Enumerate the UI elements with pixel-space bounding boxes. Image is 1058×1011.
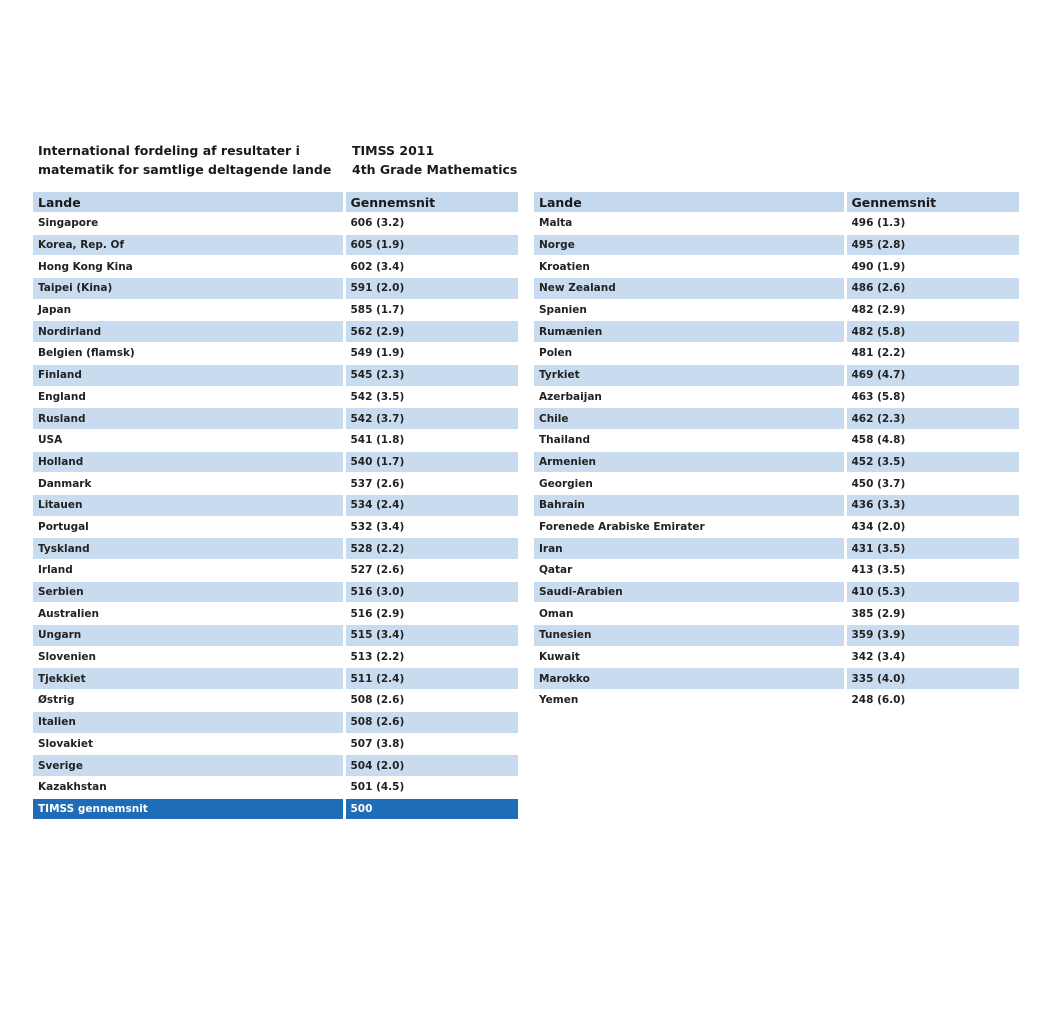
mean-score-cell: 410 (5.3)	[845, 581, 1019, 603]
right-table-body	[534, 213, 1019, 712]
table-header-row	[534, 192, 1019, 213]
mean-score-cell: 606 (3.2)	[344, 213, 518, 235]
right-results-table	[534, 192, 1019, 712]
table-row	[33, 408, 518, 430]
document-title	[38, 141, 338, 179]
mean-score-cell: 431 (3.5)	[845, 538, 1019, 560]
mean-score-cell: 450 (3.7)	[845, 473, 1019, 495]
table-row	[534, 234, 1019, 256]
mean-score-cell: 495 (2.8)	[845, 234, 1019, 256]
left-results-table	[33, 192, 518, 820]
table-row	[33, 625, 518, 647]
mean-score-cell: 469 (4.7)	[845, 364, 1019, 386]
table-row	[534, 690, 1019, 712]
mean-score-cell: 458 (4.8)	[845, 429, 1019, 451]
table-row	[33, 234, 518, 256]
table-row	[33, 581, 518, 603]
country-cell: New Zealand	[534, 278, 845, 300]
country-cell: Tyskland	[33, 538, 344, 560]
table-header-row	[33, 192, 518, 213]
table-row	[33, 473, 518, 495]
country-cell: Kroatien	[534, 256, 845, 278]
country-cell: Litauen	[33, 494, 344, 516]
table-row	[534, 278, 1019, 300]
country-cell: Tyrkiet	[534, 364, 845, 386]
country-cell: Tunesien	[534, 625, 845, 647]
country-cell: Forenede Arabiske Emirater	[534, 516, 845, 538]
table-row	[534, 321, 1019, 343]
table-row	[33, 538, 518, 560]
mean-score-cell: 248 (6.0)	[845, 690, 1019, 712]
mean-score-cell: 508 (2.6)	[344, 690, 518, 712]
mean-score-cell: 436 (3.3)	[845, 494, 1019, 516]
country-cell: Hong Kong Kina	[33, 256, 344, 278]
mean-score-cell: 496 (1.3)	[845, 213, 1019, 235]
column-header-mean: Gennemsnit	[344, 192, 518, 213]
table-row	[534, 213, 1019, 235]
table-row	[33, 343, 518, 365]
country-cell: Thailand	[534, 429, 845, 451]
mean-score-cell: 511 (2.4)	[344, 668, 518, 690]
table-row	[33, 668, 518, 690]
country-cell: Iran	[534, 538, 845, 560]
country-cell: Belgien (flamsk)	[33, 343, 344, 365]
table-row	[534, 625, 1019, 647]
mean-score-cell: 516 (2.9)	[344, 603, 518, 625]
table-row	[33, 516, 518, 538]
country-cell: Kuwait	[534, 646, 845, 668]
country-cell: Italien	[33, 711, 344, 733]
country-cell: Bahrain	[534, 494, 845, 516]
mean-score-cell: 516 (3.0)	[344, 581, 518, 603]
country-cell: USA	[33, 429, 344, 451]
mean-score-cell: 528 (2.2)	[344, 538, 518, 560]
mean-score-cell: 605 (1.9)	[344, 234, 518, 256]
table-row	[33, 213, 518, 235]
country-cell: Japan	[33, 299, 344, 321]
table-row	[33, 386, 518, 408]
table-row	[33, 733, 518, 755]
table-row	[33, 278, 518, 300]
mean-score-cell: 434 (2.0)	[845, 516, 1019, 538]
mean-score-cell: 545 (2.3)	[344, 364, 518, 386]
column-header-country: Lande	[534, 192, 845, 213]
country-cell: Danmark	[33, 473, 344, 495]
mean-score-cell: 527 (2.6)	[344, 560, 518, 582]
mean-score-cell: 463 (5.8)	[845, 386, 1019, 408]
mean-score-cell: 585 (1.7)	[344, 299, 518, 321]
mean-score-cell: 504 (2.0)	[344, 755, 518, 777]
title-line-2: matematik for samtlige deltagende lande	[38, 162, 332, 177]
table-row	[33, 321, 518, 343]
mean-score-cell: 513 (2.2)	[344, 646, 518, 668]
mean-score-cell: 342 (3.4)	[845, 646, 1019, 668]
country-cell: Marokko	[534, 668, 845, 690]
table-row	[33, 755, 518, 777]
mean-score-cell: 515 (3.4)	[344, 625, 518, 647]
mean-score-cell: 537 (2.6)	[344, 473, 518, 495]
country-cell: Singapore	[33, 213, 344, 235]
mean-score-cell: 462 (2.3)	[845, 408, 1019, 430]
table-row	[534, 364, 1019, 386]
table-row	[33, 690, 518, 712]
mean-score-cell: 359 (3.9)	[845, 625, 1019, 647]
table-row	[534, 603, 1019, 625]
column-header-mean: Gennemsnit	[845, 192, 1019, 213]
country-cell: England	[33, 386, 344, 408]
study-line-1: TIMSS 2011	[352, 143, 435, 158]
country-cell: Irland	[33, 560, 344, 582]
mean-score-cell: 542 (3.5)	[344, 386, 518, 408]
mean-score-cell: 481 (2.2)	[845, 343, 1019, 365]
table-row	[33, 299, 518, 321]
table-row	[534, 451, 1019, 473]
table-row	[534, 386, 1019, 408]
mean-score-cell: 508 (2.6)	[344, 711, 518, 733]
table-row	[534, 429, 1019, 451]
country-cell: Armenien	[534, 451, 845, 473]
table-row	[534, 408, 1019, 430]
study-title	[352, 141, 552, 179]
table-row	[33, 646, 518, 668]
country-cell: Serbien	[33, 581, 344, 603]
average-row	[33, 798, 518, 819]
country-cell: Yemen	[534, 690, 845, 712]
country-cell: Georgien	[534, 473, 845, 495]
table-row	[33, 776, 518, 798]
table-row	[33, 429, 518, 451]
country-cell: Korea, Rep. Of	[33, 234, 344, 256]
mean-score-cell: 540 (1.7)	[344, 451, 518, 473]
mean-score-cell: 591 (2.0)	[344, 278, 518, 300]
table-row	[33, 711, 518, 733]
country-cell: Nordirland	[33, 321, 344, 343]
country-cell: Saudi-Arabien	[534, 581, 845, 603]
table-row	[33, 256, 518, 278]
table-row	[534, 473, 1019, 495]
country-cell: Slovenien	[33, 646, 344, 668]
table-row	[534, 256, 1019, 278]
mean-score-cell: 482 (5.8)	[845, 321, 1019, 343]
country-cell: Spanien	[534, 299, 845, 321]
mean-score-cell: 335 (4.0)	[845, 668, 1019, 690]
country-cell: Ungarn	[33, 625, 344, 647]
table-row	[534, 581, 1019, 603]
country-cell: Oman	[534, 603, 845, 625]
table-row	[534, 299, 1019, 321]
table-row	[33, 603, 518, 625]
country-cell: Sverige	[33, 755, 344, 777]
country-cell: Holland	[33, 451, 344, 473]
left-table-body	[33, 213, 518, 820]
country-cell: Norge	[534, 234, 845, 256]
table-row	[534, 668, 1019, 690]
mean-score-cell: 532 (3.4)	[344, 516, 518, 538]
mean-score-cell: 413 (3.5)	[845, 560, 1019, 582]
title-line-1: International fordeling af resultater i	[38, 143, 300, 158]
mean-score-cell: 482 (2.9)	[845, 299, 1019, 321]
mean-score-cell: 542 (3.7)	[344, 408, 518, 430]
table-row	[534, 494, 1019, 516]
table-row	[534, 560, 1019, 582]
country-cell: Malta	[534, 213, 845, 235]
mean-score-cell: 490 (1.9)	[845, 256, 1019, 278]
table-row	[534, 343, 1019, 365]
mean-score-cell: 501 (4.5)	[344, 776, 518, 798]
mean-score-cell: 452 (3.5)	[845, 451, 1019, 473]
mean-score-cell: 507 (3.8)	[344, 733, 518, 755]
country-cell: Slovakiet	[33, 733, 344, 755]
country-cell: Kazakhstan	[33, 776, 344, 798]
country-cell: Chile	[534, 408, 845, 430]
table-row	[534, 538, 1019, 560]
mean-score-cell: 562 (2.9)	[344, 321, 518, 343]
country-cell: Polen	[534, 343, 845, 365]
table-row	[33, 494, 518, 516]
country-cell: Østrig	[33, 690, 344, 712]
study-line-2: 4th Grade Mathematics	[352, 162, 518, 177]
country-cell: Azerbaijan	[534, 386, 845, 408]
mean-score-cell: 486 (2.6)	[845, 278, 1019, 300]
country-cell: Taipei (Kina)	[33, 278, 344, 300]
mean-score-cell: 549 (1.9)	[344, 343, 518, 365]
table-row	[33, 451, 518, 473]
country-cell: Rumænien	[534, 321, 845, 343]
country-cell: Qatar	[534, 560, 845, 582]
column-header-country: Lande	[33, 192, 344, 213]
country-cell: Rusland	[33, 408, 344, 430]
mean-score-cell: 602 (3.4)	[344, 256, 518, 278]
country-cell: Finland	[33, 364, 344, 386]
mean-score-cell: 541 (1.8)	[344, 429, 518, 451]
country-cell: Tjekkiet	[33, 668, 344, 690]
mean-score-cell: 534 (2.4)	[344, 494, 518, 516]
average-value-cell: 500	[344, 798, 518, 819]
mean-score-cell: 385 (2.9)	[845, 603, 1019, 625]
country-cell: Portugal	[33, 516, 344, 538]
table-row	[534, 646, 1019, 668]
country-cell: Australien	[33, 603, 344, 625]
average-label-cell: TIMSS gennemsnit	[33, 798, 344, 819]
table-row	[534, 516, 1019, 538]
table-row	[33, 560, 518, 582]
table-row	[33, 364, 518, 386]
